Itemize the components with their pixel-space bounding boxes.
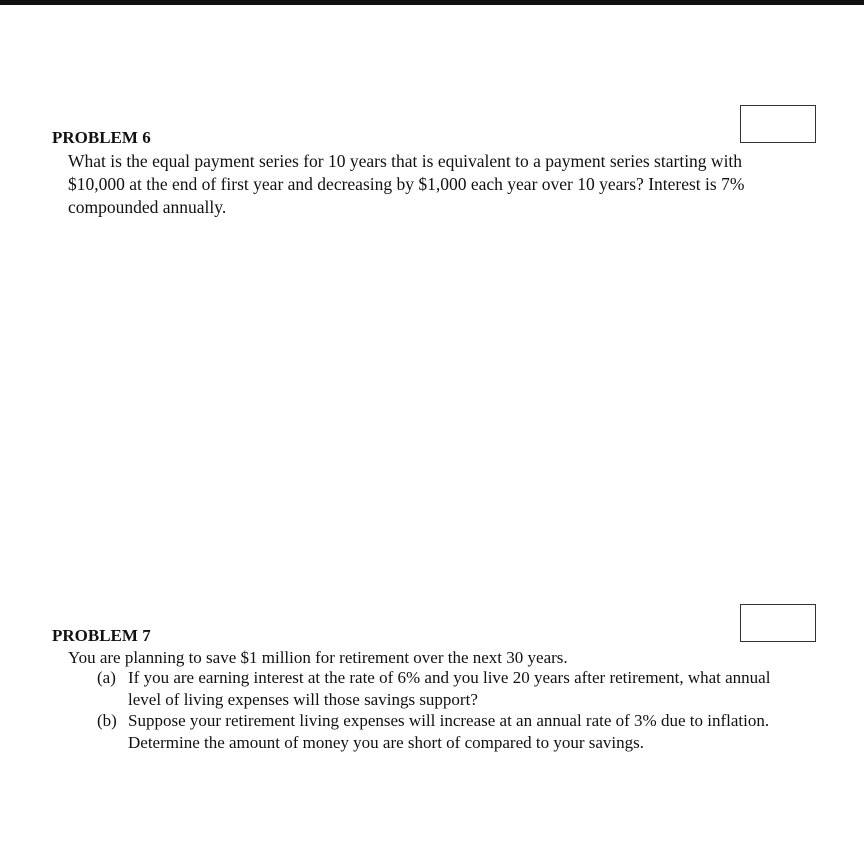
problem-7-text: You are planning to save $1 million for retirement over the next 30 years. (68, 648, 568, 667)
part-a (97, 667, 787, 710)
part-b-label: (b) (97, 711, 117, 730)
part-b (97, 710, 787, 753)
answer-box-7[interactable] (740, 604, 816, 642)
part-a-label: (a) (97, 668, 116, 687)
problem-7-title: PROBLEM 7 (52, 626, 151, 645)
part-a-text: If you are earning interest at the rate of 6% and you live 20 years after retirement, what annual level of living expenses will those savings support? (128, 668, 771, 709)
problem-6-text: What is the equal payment series for 10 years that is equivalent to a payment series starting with $10,000 at the end of first year and decreasing by $1,000 each year over 10 years? Interest is 7% compounded annually. (68, 151, 745, 217)
answer-box-6[interactable] (740, 105, 816, 143)
part-b-text: Suppose your retirement living expenses will increase at an annual rate of 3% due to inflation. Determine the amount of money you are short of compared to your savings. (128, 711, 770, 752)
problem-6-title: PROBLEM 6 (52, 128, 151, 147)
top-border (0, 0, 864, 5)
